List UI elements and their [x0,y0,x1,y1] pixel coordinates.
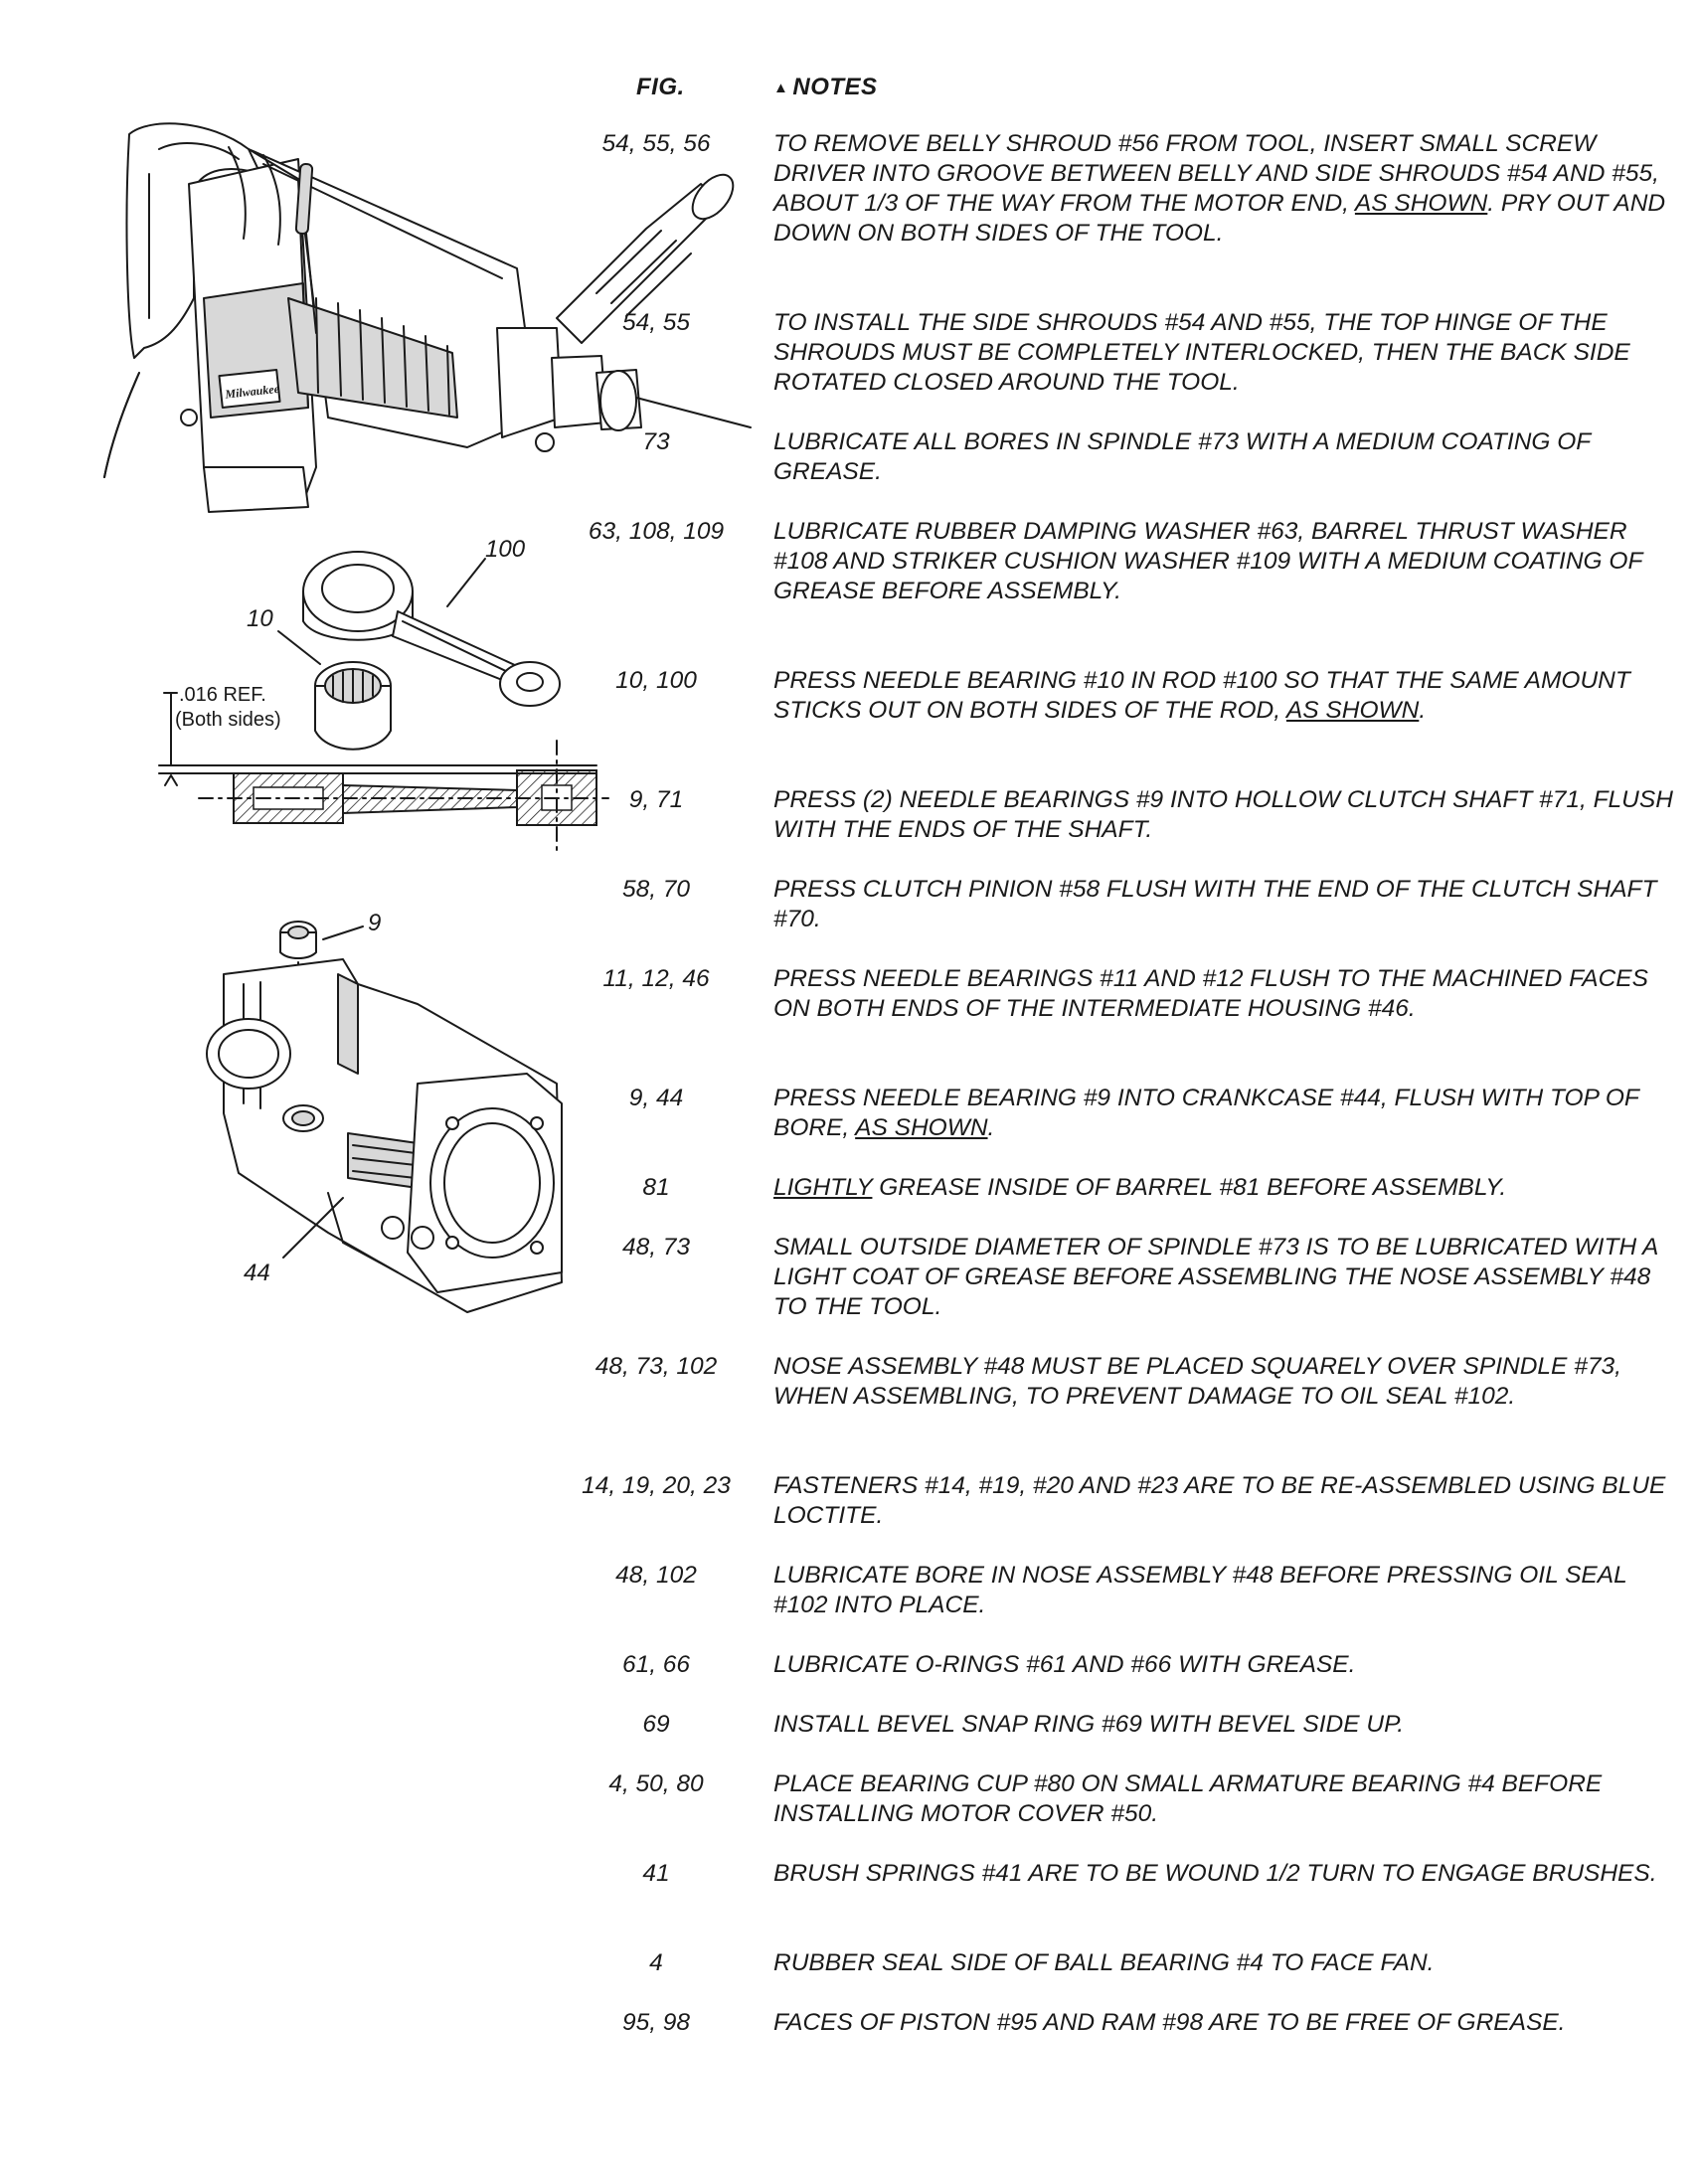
note-fig-ref: 14, 19, 20, 23 [582,1472,731,1499]
note-text: LIGHTLY GREASE INSIDE OF BARREL #81 BEFORE ASSEMBLY. [773,1174,1507,1201]
note-text: NOSE ASSEMBLY #48 MUST BE PLACED SQUARELY OVER SPINDLE #73, WHEN ASSEMBLING, TO PREVENT DAMAGE TO OIL SEAL #102. [773,1353,1621,1410]
fig-column-header: FIG. [636,74,685,100]
note-text: INSTALL BEVEL SNAP RING #69 WITH BEVEL SIDE UP. [773,1711,1405,1738]
note-text: LUBRICATE RUBBER DAMPING WASHER #63, BARREL THRUST WASHER #108 AND STRIKER CUSHION WASHER #109 WITH A MEDIUM COATING OF GREASE BEFORE ASSEMBLY. [773,518,1642,604]
note-text: PRESS NEEDLE BEARING #9 INTO CRANKCASE #44, FLUSH WITH TOP OF BORE, AS SHOWN. [773,1085,1639,1141]
note-fig-ref: 4 [649,1949,663,1976]
note-text: BRUSH SPRINGS #41 ARE TO BE WOUND 1/2 TURN TO ENGAGE BRUSHES. [773,1860,1657,1887]
note-fig-ref: 9, 71 [628,786,684,813]
note-fig-ref: 54, 55 [621,309,691,336]
notes-header-label: NOTES [792,74,878,100]
bearing-9-label: 9 [368,910,382,936]
note-fig-ref: 48, 102 [615,1562,697,1589]
note-fig-ref: 41 [642,1860,670,1887]
notes-column-header [773,74,878,101]
note-fig-ref: 69 [642,1711,670,1738]
note-fig-ref: 81 [642,1174,670,1201]
note-text: PRESS CLUTCH PINION #58 FLUSH WITH THE END OF THE CLUTCH SHAFT #70. [773,876,1657,932]
note-fig-ref: 48, 73, 102 [594,1353,718,1380]
connecting-rod-illustration [247,536,560,750]
note-text: SMALL OUTSIDE DIAMETER OF SPINDLE #73 IS TO BE LUBRICATED WITH A LIGHT COAT OF GREASE BEFORE ASSEMBLING THE NOSE ASSEMBLY #48 TO THE TOOL. [773,1234,1658,1320]
note-text: TO INSTALL THE SIDE SHROUDS #54 AND #55, THE TOP HINGE OF THE SHROUDS MUST BE COMPLETELY INTERLOCKED, THEN THE BACK SIDE ROTATED CLOSED AROUND THE TOOL. [773,309,1630,396]
ref-dimension-label: .016 REF. [179,684,266,706]
crankcase-label: 44 [244,1260,270,1286]
note-text: TO REMOVE BELLY SHROUD #56 FROM TOOL, INSERT SMALL SCREW DRIVER INTO GROOVE BETWEEN BELLY AND SIDE SHROUDS #54 AND #55, ABOUT 1/3 OF THE WAY FROM THE MOTOR END, AS SHOWN. PRY OUT AND DOWN ON BOTH SIDES OF THE TOOL. [773,130,1666,247]
note-fig-ref: 48, 73 [621,1234,691,1260]
note-text: PRESS NEEDLE BEARINGS #11 AND #12 FLUSH TO THE MACHINED FACES ON BOTH ENDS OF THE INTERMEDIATE HOUSING #46. [773,965,1648,1022]
note-fig-ref: 11, 12, 46 [602,965,710,992]
note-text: LUBRICATE ALL BORES IN SPINDLE #73 WITH A MEDIUM COATING OF GREASE. [773,428,1591,485]
note-fig-ref: 4, 50, 80 [608,1770,704,1797]
needle-bearing-label: 10 [247,605,273,632]
note-text: LUBRICATE O-RINGS #61 AND #66 WITH GREASE. [773,1651,1356,1678]
note-fig-ref: 58, 70 [621,876,691,903]
note-text: FASTENERS #14, #19, #20 AND #23 ARE TO BE RE-ASSEMBLED USING BLUE LOCTITE. [773,1472,1666,1529]
note-fig-ref: 10, 100 [615,667,697,694]
note-text: PLACE BEARING CUP #80 ON SMALL ARMATURE BEARING #4 BEFORE INSTALLING MOTOR COVER #50. [773,1770,1603,1827]
note-fig-ref: 95, 98 [621,2009,691,2036]
note-text: PRESS (2) NEEDLE BEARINGS #9 INTO HOLLOW CLUTCH SHAFT #71, FLUSH WITH THE ENDS OF THE SHAFT. [773,786,1673,843]
note-fig-ref: 73 [642,428,670,455]
note-fig-ref: 61, 66 [621,1651,691,1678]
ref-sides-label: (Both sides) [175,709,281,731]
note-text: RUBBER SEAL SIDE OF BALL BEARING #4 TO FACE FAN. [773,1949,1435,1976]
note-text: PRESS NEEDLE BEARING #10 IN ROD #100 SO THAT THE SAME AMOUNT STICKS OUT ON BOTH SIDES OF THE ROD, AS SHOWN. [773,667,1630,724]
note-text: LUBRICATE BORE IN NOSE ASSEMBLY #48 BEFORE PRESSING OIL SEAL #102 INTO PLACE. [773,1562,1627,1618]
note-fig-ref: 54, 55, 56 [601,130,711,157]
warning-triangle-icon: ▲ [773,80,789,96]
rod-label: 100 [485,536,526,563]
note-text: FACES OF PISTON #95 AND RAM #98 ARE TO BE FREE OF GREASE. [773,2009,1566,2036]
crankcase-illustration [207,910,562,1312]
milwaukee-logo-text: Milwaukee [224,381,280,402]
note-fig-ref: 9, 44 [628,1085,684,1111]
note-fig-ref: 63, 108, 109 [588,518,725,545]
